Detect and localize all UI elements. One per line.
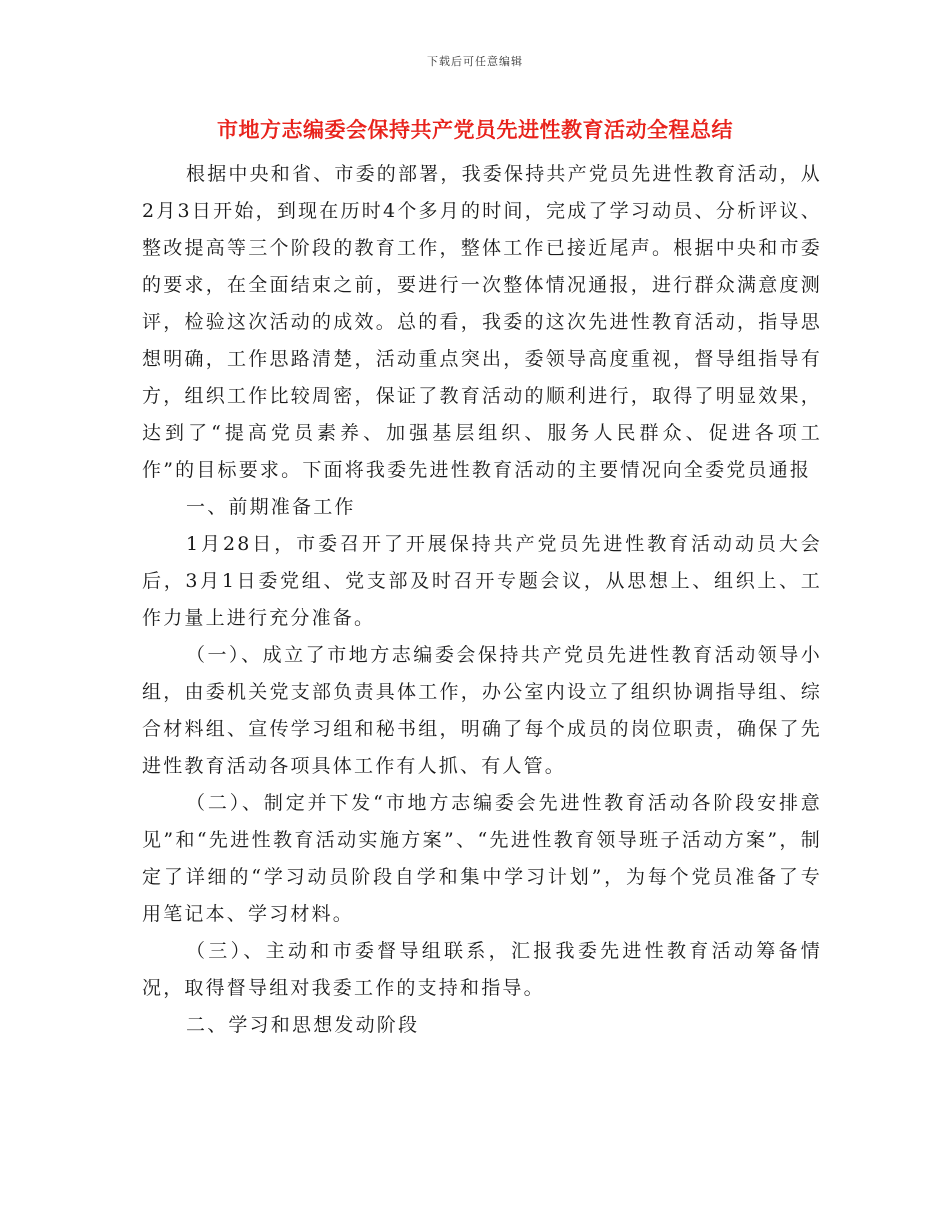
item-3-paragraph: （三）、主动和市委督导组联系，汇报我委先进性教育活动筹备情况，取得督导组对我委工作的支持和指导。 xyxy=(142,940,822,999)
item-1-paragraph: （一）、成立了市地方志编委会保持共产党员先进性教育活动领导小组，由委机关党支部负责具体工作，办公室内设立了组织协调指导组、综合材料组、宣传学习组和秘书组，明确了每个成员的岗位职责，确保了先进性教育活动各项具体工作有人抓、有人管。 xyxy=(142,644,822,777)
section-heading-study: 二、学习和思想发动阶段 xyxy=(186,1014,420,1036)
item-2-paragraph: （二）、制定并下发“市地方志编委会先进性教育活动各阶段安排意见”和“先进性教育活动实施方案”、“先进性教育领导班子活动方案”，制定了详细的“学习动员阶段自学和集中学习计划”，为每个党员准备了专用笔记本、学习材料。 xyxy=(142,792,822,925)
section-heading-preparation: 一、前期准备工作 xyxy=(186,496,356,518)
preparation-paragraph: 1月28日，市委召开了开展保持共产党员先进性教育活动动员大会后，3月1日委党组、党支部及时召开专题会议，从思想上、组织上、工作力量上进行充分准备。 xyxy=(142,533,822,629)
document-title: 市地方志编委会保持共产党员先进性教育活动全程总结 xyxy=(217,117,733,142)
intro-paragraph: 根据中央和省、市委的部署，我委保持共产党员先进性教育活动，从2月3日开始，到现在历时4个多月的时间，完成了学习动员、分析评议、整改提高等三个阶段的教育工作，整体工作已接近尾声。根据中央和市委的要求，在全面结束之前，要进行一次整体情况通报，进行群众满意度测评，检验这次活动的成效。总的看，我委的这次先进性教育活动，指导思想明确，工作思路清楚，活动重点突出，委领导高度重视，督导组指导有方，组织工作比较周密，保证了教育活动的顺利进行，取得了明显效果，达到了“提高党员素养、加强基层组织、服务人民群众、促进各项工作”的目标要求。下面将我委先进性教育活动的主要情况向全委党员通报 xyxy=(142,163,823,481)
document-body xyxy=(142,156,822,1044)
header-note: 下载后可任意编辑 xyxy=(427,55,523,68)
